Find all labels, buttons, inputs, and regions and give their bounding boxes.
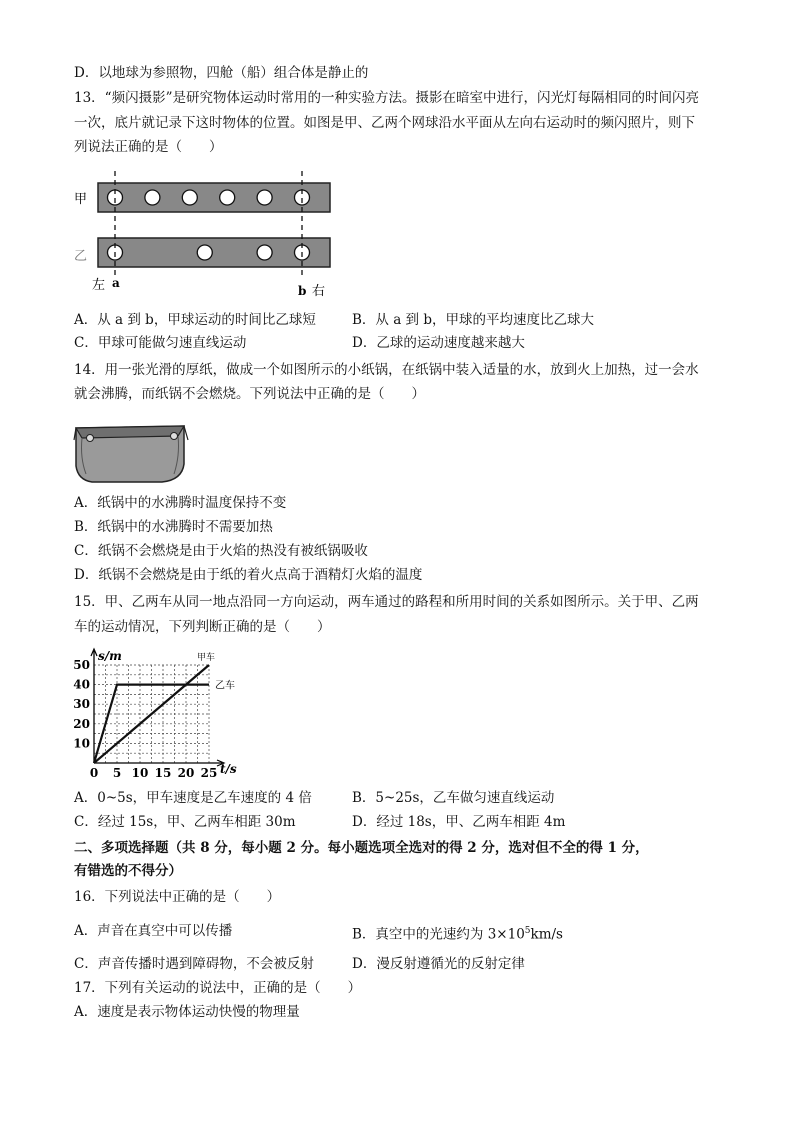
jia-ball-3 bbox=[220, 190, 235, 205]
q14-option-d[interactable]: D．纸锅不会燃烧是由于纸的着火点高于酒精灯火焰的温度 bbox=[74, 567, 423, 583]
x-axis-label: t/s bbox=[220, 762, 237, 776]
q15-stem-line1: 15．甲、乙两车从同一地点沿同一方向运动，两车通过的路程和所用时间的关系如图所示。关于甲、乙两 bbox=[74, 594, 699, 610]
q14-option-c[interactable]: C．纸锅不会燃烧是由于火焰的热没有被纸锅吸收 bbox=[74, 543, 368, 559]
y-tick-label: 40 bbox=[73, 677, 90, 692]
q13-strobe-figure bbox=[70, 165, 340, 300]
q13-stem-line3: 列说法正确的是（ ） bbox=[74, 139, 223, 155]
jia-ball-4 bbox=[257, 190, 272, 205]
q16-option-a[interactable]: A．声音在真空中可以传播 bbox=[74, 923, 233, 939]
q15-s-t-chart bbox=[70, 645, 250, 780]
yi-ball-2 bbox=[257, 245, 272, 260]
q14-option-a[interactable]: A．纸锅中的水沸腾时温度保持不变 bbox=[74, 495, 287, 511]
x-tick-label: 5 bbox=[112, 766, 122, 780]
q16-stem: 16．下列说法中正确的是（ ） bbox=[74, 889, 281, 905]
q14-stem-line1: 14．用一张光滑的厚纸，做成一个如图所示的小纸锅，在纸锅中装入适量的水，放到火上加热，过一会水 bbox=[74, 362, 699, 378]
jia-ball-2 bbox=[182, 190, 197, 205]
x-tick-label: 0 bbox=[89, 766, 99, 780]
q15-option-a[interactable]: A．0~5s，甲车速度是乙车速度的 4 倍 bbox=[74, 790, 312, 806]
label-yi: 乙 bbox=[74, 249, 88, 264]
label-a: a bbox=[112, 276, 120, 290]
section2-heading-line1: 二、多项选择题（共 8 分，每小题 2 分。每小题选项全选对的得 2 分，选对但不全的得 1 分， bbox=[74, 840, 649, 856]
x-tick-label: 25 bbox=[200, 766, 218, 780]
label-b: b bbox=[298, 284, 307, 298]
y-axis-label: s/m bbox=[98, 649, 122, 663]
q15-option-b[interactable]: B．5~25s，乙车做匀速直线运动 bbox=[352, 790, 555, 806]
label-right: 右 bbox=[312, 284, 326, 299]
jia-ball-1 bbox=[145, 190, 160, 205]
q17-option-a[interactable]: A．速度是表示物体运动快慢的物理量 bbox=[74, 1004, 300, 1020]
q14-stem-line2: 就会沸腾，而纸锅不会燃烧。下列说法中正确的是（ ） bbox=[74, 386, 425, 402]
q15-option-c[interactable]: C．经过 15s，甲、乙两车相距 30m bbox=[74, 814, 296, 830]
q17-stem: 17．下列有关运动的说法中，正确的是（ ） bbox=[74, 980, 362, 996]
q13-stem-line2: 一次，底片就记录下这时物体的位置。如图是甲、乙两个网球沿水平面从左向右运动时的频闪照片，则下 bbox=[74, 115, 695, 131]
y-tick-label: 10 bbox=[73, 736, 90, 751]
q13-option-d[interactable]: D．乙球的运动速度越来越大 bbox=[352, 335, 525, 351]
series-label-yi: 乙车 bbox=[215, 680, 235, 692]
q14-option-b[interactable]: B．纸锅中的水沸腾时不需要加热 bbox=[74, 519, 273, 535]
y-tick-label: 50 bbox=[73, 658, 90, 672]
q16-option-c[interactable]: C．声音传播时遇到障碍物，不会被反射 bbox=[74, 956, 314, 972]
q16-option-b[interactable] bbox=[352, 922, 563, 944]
q15-stem-line2: 车的运动情况，下列判断正确的是（ ） bbox=[74, 619, 331, 635]
label-left: 左 bbox=[92, 278, 106, 293]
y-tick-label: 30 bbox=[73, 697, 90, 712]
q16-option-b-text: B．真空中的光速约为 3×10 bbox=[352, 926, 525, 943]
q16-option-d[interactable]: D．漫反射遵循光的反射定律 bbox=[352, 956, 525, 972]
x-tick-label: 20 bbox=[177, 766, 195, 780]
series-label-jia: 甲车 bbox=[197, 653, 216, 663]
y-tick-label: 20 bbox=[73, 716, 90, 731]
q13-option-c[interactable]: C．甲球可能做匀速直线运动 bbox=[74, 335, 247, 351]
q13-stem-line1: 13．“频闪摄影”是研究物体运动时常用的一种实验方法。摄影在暗室中进行，闪光灯每隔相同的时间闪亮 bbox=[74, 90, 699, 106]
label-jia: 甲 bbox=[74, 192, 88, 207]
paper-pot-image bbox=[72, 418, 190, 486]
q13-option-b[interactable]: B．从 a 到 b，甲球的平均速度比乙球大 bbox=[352, 312, 594, 328]
q16-option-b-unit: km/s bbox=[530, 926, 563, 943]
section2-heading-line2: 有错选的不得分） bbox=[74, 863, 182, 879]
q16-option-b-exponent: 5 bbox=[524, 926, 531, 936]
q13-option-a[interactable]: A．从 a 到 b，甲球运动的时间比乙球短 bbox=[74, 312, 316, 328]
x-tick-label: 15 bbox=[154, 766, 172, 780]
x-tick-label: 10 bbox=[131, 766, 149, 780]
yi-ball-1 bbox=[197, 245, 212, 260]
q15-option-d[interactable]: D．经过 18s，甲、乙两车相距 4m bbox=[352, 814, 566, 830]
q12-option-d[interactable]: D．以地球为参照物，四舱（船）组合体是静止的 bbox=[74, 65, 369, 81]
